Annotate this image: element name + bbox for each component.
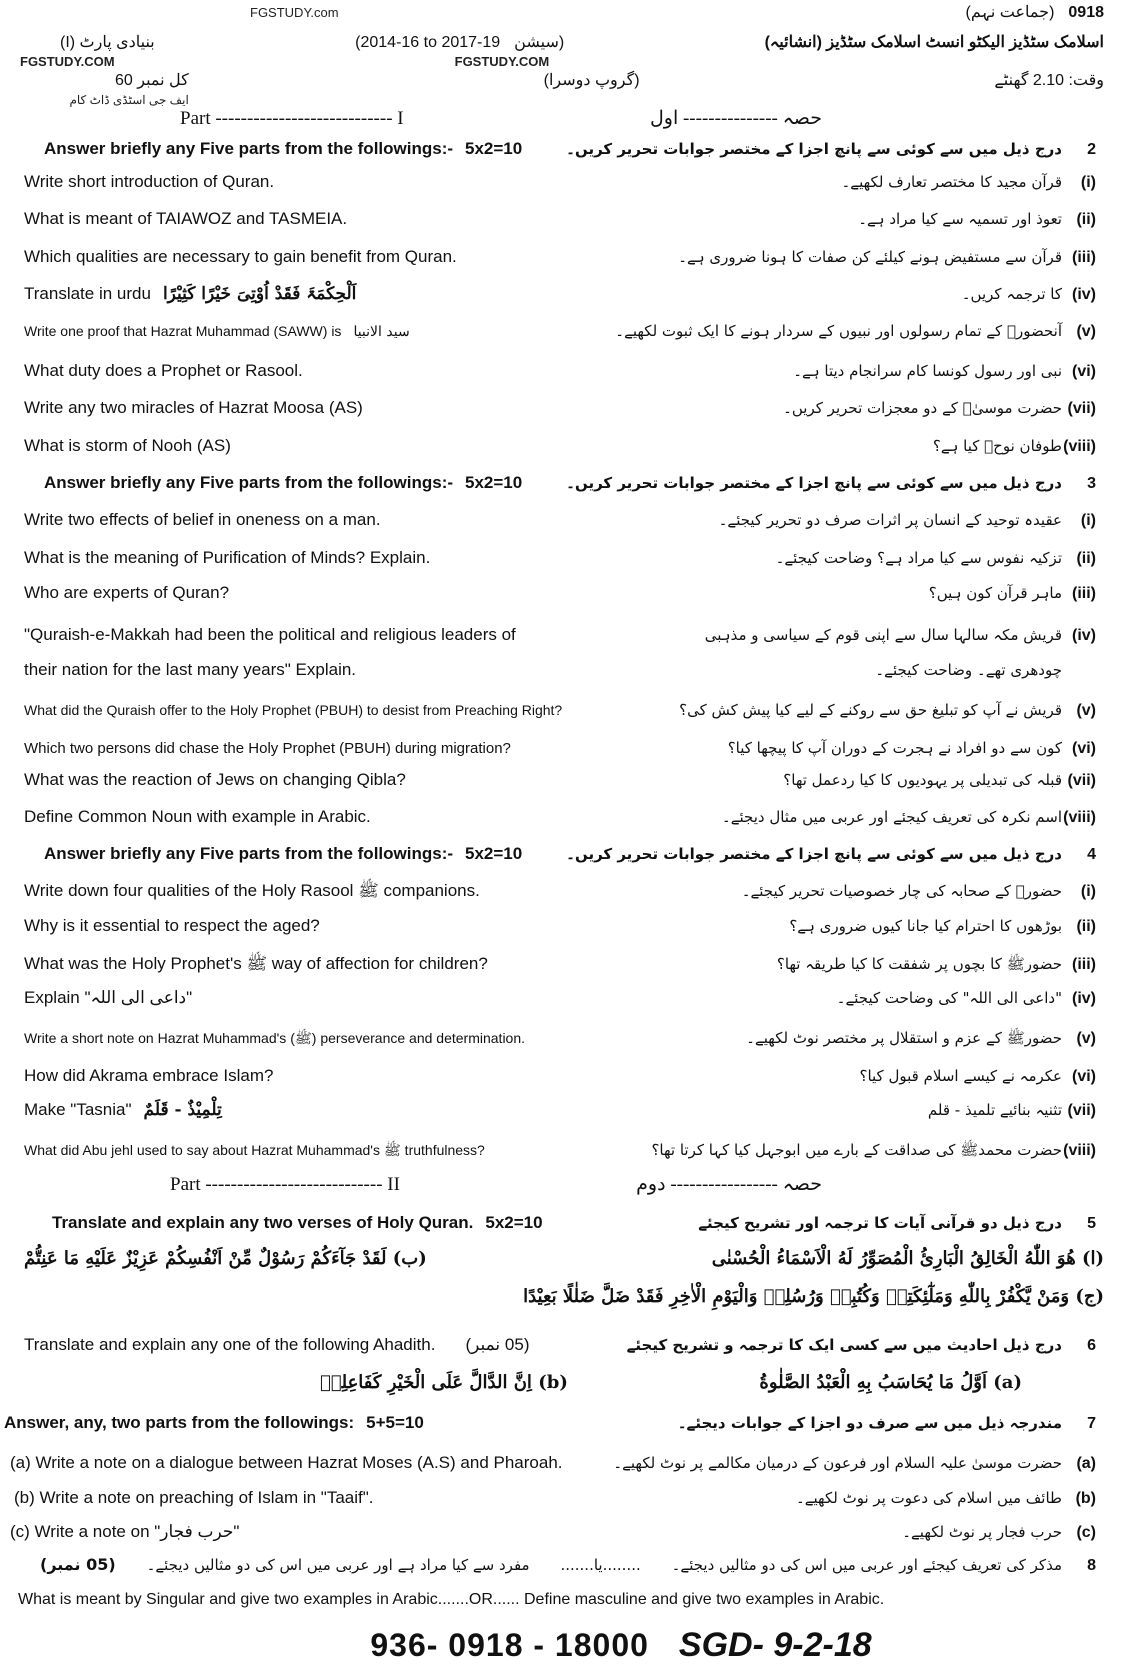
question-text: (c) Write a note on "حرب فجار" [10,1522,240,1541]
question-text-urdu: چودھری تھے۔ وضاحت کیجئے۔ [875,661,1062,679]
question-5-header [0,1212,1122,1248]
question-text-urdu: (v)آنحضورؐ کے تمام رسولوں اور نبیوں کے سردار ہونے کا ایک ثبوت لکھیے۔ [615,322,1096,340]
group-label: (گروپ دوسرا) [543,72,640,89]
part-1-heading-urdu: حصہ --------------- اول [649,108,822,129]
question-item [0,1065,1122,1099]
verses-row [0,1248,1122,1286]
watermark: FGSTUDY.COM [20,54,115,69]
instruction-urdu: 2درج ذیل میں سے کوئی سے پانچ اجزا کے مختصر جوابات تحریر کریں۔ [566,140,1096,158]
session-group [355,32,564,54]
question-item [0,953,1122,987]
or-separator: ........یا....... [560,1556,641,1574]
question-text: Write a short note on Hazrat Muhammad's (ﷺ) perseverance and determination. [24,1030,526,1046]
question-text: Write down four qualities of the Holy Rasool ﷺ companions. [24,881,480,900]
question-8-urdu [0,1554,1122,1589]
instruction: Answer briefly any Five parts from the followings:- 5x2=10 [44,473,523,492]
question-item [0,1099,1122,1139]
question-text: Translate in urdu اَلْحِکْمَۃَ فَقَدْ اُوْتِیَ خَیْرًا کَثِیْرًا [24,284,357,304]
question-text: Explain "داعی الی اللہ" [24,988,193,1007]
question-text: Make "Tasnia" تِلْمِیْذٌ - قَلَمٌ [24,1100,222,1120]
question-item [0,509,1122,547]
footer [0,1626,1122,1665]
question-text-urdu: مفرد سے کیا مراد ہے اور عربی میں اس کی دو مثالیں دیجئے۔ [146,1556,530,1574]
instruction: Answer briefly any Five parts from the followings:- 5x2=10 [44,139,523,158]
ahadith-row [0,1372,1122,1412]
question-text-urdu: (vii)حضرت موسیٰؑ کے دو معجزات تحریر کریں۔ [783,399,1096,417]
question-text: What did Abu jehl used to say about Hazrat Muhammad's ﷺ truthfulness? [24,1142,485,1158]
arabic-text: سید الانبیا [353,324,410,340]
header-row-1 [0,2,1122,32]
part-2-heading-urdu: حصہ ----------------- دوم [636,1174,822,1195]
question-item [0,246,1122,283]
question-text: (b) Write a note on preaching of Islam in "Taaif". [14,1488,374,1507]
question-text: "Quraish-e-Makkah had been the political and religious leaders of [24,625,516,644]
question-8-english [0,1589,1122,1626]
instruction-urdu: 5درج ذیل دو قرآنی آیات کا ترجمہ اور تشریح کیجئے [698,1214,1096,1232]
hadith-b: (b) اِنَّ الدَّالَّ عَلَی الْخَیْرِ کَفَاعِلِهٖ [320,1372,568,1393]
question-item [0,1487,1122,1521]
question-text-urdu: (vii)تثنیہ بنائیے تلمیذ - قلم [927,1101,1096,1119]
question-text: Define Common Noun with example in Arabic. [24,807,371,826]
question-text: What is meant of TAIAWOZ and TASMEIA. [24,209,348,228]
question-item [0,547,1122,582]
question-text: their nation for the last many years" Explain. [24,660,357,679]
question-item [0,397,1122,435]
instruction-urdu: 7مندرجہ ذیل میں سے صرف دو اجزا کے جوابات دیجئے۔ [677,1414,1096,1432]
question-item-continued [0,659,1122,699]
marks: 5x2=10 [485,1213,543,1232]
instruction: Answer briefly any Five parts from the followings:- 5x2=10 [44,844,523,863]
question-text: What duty does a Prophet or Rasool. [24,361,303,380]
session-label: (سیشن [514,34,565,51]
question-text-urdu: (a)حضرت موسیٰ علیہ السلام اور فرعون کے درمیان مکالمے پر نوٹ لکھیے۔ [613,1454,1096,1472]
question-text: Write two effects of belief in oneness on a man. [24,510,381,529]
question-3-header [0,472,1122,509]
question-text: What did the Quraish offer to the Holy Prophet (PBUH) to desist from Preaching Right? [24,702,563,718]
verses-row [0,1286,1122,1334]
arabic-text: تِلْمِیْذٌ - قَلَمٌ [143,1100,222,1120]
part-2-heading: Part ---------------------------- II [170,1174,400,1195]
question-text-urdu: (v)حضورﷺ کے عزم و استقلال پر مختصر نوٹ لکھیے۔ [746,1029,1096,1047]
question-text-urdu: (iv)کا ترجمہ کریں۔ [961,285,1096,303]
question-2-header [0,138,1122,171]
question-text: (a) Write a note on a dialogue between Hazrat Moses (A.S) and Pharoah. [10,1453,563,1472]
question-text-urdu: (viii)طوفان نوحؑ کیا ہے؟ [932,437,1096,455]
header-row-3 [0,54,1122,70]
header-row-2 [0,32,1122,54]
question-text-urdu: (i)قرآن مجید کا مختصر تعارف لکھیے۔ [841,173,1096,191]
marks: 5x2=10 [465,844,523,863]
question-item [0,283,1122,320]
class-label: (جماعت نہم) [965,4,1055,21]
question-item [0,320,1122,360]
question-4-header [0,843,1122,880]
question-item [0,915,1122,953]
question-text: Write any two miracles of Hazrat Moosa (AS) [24,398,363,417]
verse-b: (ب) لَقَدْ جَآءَکُمْ رَسُوْلٌ مِّنْ اَنْفُسِکُمْ عَزِیْزٌ عَلَیْهِ مَا عَنِتُّمْ [24,1248,427,1269]
instruction: Translate and explain any two verses of Holy Quran. 5x2=10 [52,1213,543,1232]
question-item [0,360,1122,397]
paper-code: 0918 [1068,4,1104,21]
question-text: What is meant by Singular and give two examples in Arabic.......OR...... Define masculine and give two examples in Arabic. [18,1591,885,1608]
question-item [0,737,1122,769]
question-text-urdu: (viii)حضرت محمدﷺ کی صداقت کے بارے میں ابوجہل کیا کہا کرتا تھا؟ [651,1141,1096,1159]
question-text-urdu: (v)قریش نے آپ کو تبلیغ حق سے روکنے کے لیے کیا پیش کش کی؟ [679,701,1096,719]
question-item [0,699,1122,737]
watermark: FGSTUDY.com [250,5,339,20]
question-text-urdu: (iii)قرآن سے مستفیض ہونے کیلئے کن صفات کا ہونا ضروری ہے۔ [678,248,1096,266]
question-text-urdu: (vi)عکرمہ نے کیسے اسلام قبول کیا؟ [859,1067,1096,1085]
marks: (05 نمبر) [465,1335,530,1354]
instruction: Answer, any, two parts from the followings: 5+5=10 [4,1413,424,1432]
question-text-urdu: (iii)ماہر قرآن کون ہیں؟ [928,584,1096,602]
question-text-urdu: (i)حضورؐ کے صحابہ کی چار خصوصیات تحریر کیجئے۔ [741,882,1096,900]
question-text-urdu: (viii)اسم نکرہ کی تعریف کیجئے اور عربی میں مثال دیجئے۔ [721,808,1096,826]
question-text: What is the meaning of Purification of Minds? Explain. [24,548,431,567]
question-text: Which two persons did chase the Holy Prophet (PBUH) during migration? [24,740,511,757]
question-item [0,880,1122,915]
question-text: What is storm of Nooh (AS) [24,436,231,455]
question-text-urdu: (b)طائف میں اسلام کی دعوت پر نوٹ لکھیے۔ [795,1489,1096,1507]
verse-a: (ا) هُوَ اللّٰهُ الْخَالِقُ الْبَارِئُ الْمُصَوِّرُ لَهُ الْاَسْمَاءُ الْحُسْنٰی [711,1248,1104,1269]
instruction-urdu: 6درج ذیل احادیث میں سے کسی ایک کا ترجمہ و تشریح کیجئے [626,1336,1096,1354]
total-marks: کل نمبر 60 [115,72,189,89]
session: (2014-16 to 2017-19 [355,34,501,51]
instruction-urdu: 3درج ذیل میں سے کوئی سے پانچ اجزا کے مختصر جوابات تحریر کریں۔ [566,474,1096,492]
watermark: FGSTUDY.COM [454,54,550,69]
question-item [0,208,1122,246]
part-1-heading: Part ---------------------------- I [180,108,404,129]
question-text: Why is it essential to respect the aged? [24,916,320,935]
marks: (05 نمبر) [40,1555,116,1574]
subject-title: اسلامک سٹڈیز الیکٹو انسٹ اسلامک سٹڈیز (انشائیہ) [764,34,1104,51]
question-item [0,171,1122,208]
question-item [0,582,1122,624]
question-text-urdu: (vii)قبلہ کی تبدیلی پر یہودیوں کا کیا ردعمل تھا؟ [783,771,1096,789]
instruction-urdu: 4درج ذیل میں سے کوئی سے پانچ اجزا کے مختصر جوابات تحریر کریں۔ [566,845,1096,863]
instruction: Translate and explain any one of the following Ahadith. (05 نمبر) [24,1335,530,1354]
part-label: بنیادی پارٹ (I) [60,34,155,51]
question-item [0,806,1122,843]
question-text: How did Akrama embrace Islam? [24,1066,274,1085]
class-code-group [966,2,1104,24]
arabic-text: اَلْحِکْمَۃَ فَقَدْ اُوْتِیَ خَیْرًا کَثِیْرًا [162,284,357,304]
question-text-urdu: (vi)نبی اور رسول کونسا کام سرانجام دیتا ہے۔ [793,362,1096,380]
header-row-4 [0,70,1122,108]
question-text-urdu: 8مذکر کی تعریف کیجئے اور عربی میں اس کی دو مثالیں دیجئے۔ [671,1556,1096,1574]
question-item [0,624,1122,659]
question-text: What was the reaction of Jews on changing Qibla? [24,770,406,789]
marks: 5x2=10 [465,473,523,492]
question-item [0,435,1122,472]
question-text: Write one proof that Hazrat Muhammad (SAWW) is سید الانبیا [24,323,410,340]
question-text-urdu: (c)حرب فجار پر نوٹ لکھیے۔ [902,1523,1096,1541]
question-text-urdu: (iv)قریش مکہ سالہا سال سے اپنی قوم کے سیاسی و مذہبی [704,626,1096,644]
question-6-header [0,1334,1122,1372]
question-item [0,1027,1122,1065]
marks-block [15,70,189,108]
question-item [0,987,1122,1027]
marks: 5+5=10 [366,1413,424,1432]
question-text-urdu: (iv)"داعی الی اللہ" کی وضاحت کیجئے۔ [836,989,1096,1007]
question-text: What was the Holy Prophet's ﷺ way of affection for children? [24,954,488,973]
question-7-header [0,1412,1122,1452]
question-text-urdu: (iii)حضورﷺ کا بچوں پر شفقت کا کیا طریقہ تھا؟ [776,955,1096,973]
part-2-row [0,1174,1122,1212]
time-allowed: وقت: 2.10 گھنٹے [994,72,1104,89]
question-text: Write short introduction of Quran. [24,172,275,191]
watermark: ایف جی اسٹڈی ڈاٹ کام [69,93,189,107]
question-text-urdu: (ii)بوڑھوں کا احترام کیا جانا کیوں ضروری ہے؟ [789,917,1096,935]
question-item [0,1521,1122,1554]
question-text-urdu: (i)عقیدہ توحید کے انسان پر اثرات صرف دو تحریر کیجئے۔ [718,511,1096,529]
question-text-urdu: (ii)تعوذ اور تسمیہ سے کیا مراد ہے۔ [858,210,1096,228]
question-item [0,769,1122,806]
question-item [0,1139,1122,1174]
question-text-urdu: (ii)تزکیہ نفوس سے کیا مراد ہے؟ وضاحت کیجئے۔ [775,549,1096,567]
handwritten-stamp: SGD- 9-2-18 [678,1626,872,1664]
header-row-5 [0,108,1122,138]
question-item [0,1452,1122,1487]
question-text-urdu: (vi)کون سے دو افراد نے ہجرت کے دوران آپ کا پیچھا کیا؟ [727,739,1096,757]
question-text: Which qualities are necessary to gain benefit from Quran. [24,247,457,266]
hadith-a: (a) اَوَّلُ مَا یُحَاسَبُ بِهِ الْعَبْدُ الصَّلٰوةُ [759,1372,1022,1393]
verse-c: (ج) وَمَنْ یَّکْفُرْ بِاللّٰهِ وَمَلٰٓئِکَتِهٖ وَکُتُبِهٖ وَرُسُلِهٖ وَالْیَوْمِ الْاٰخِرِ فَقَدْ ضَلَّ ضَلٰلًا بَعِیْدًا [523,1286,1104,1307]
marks: 5x2=10 [465,139,523,158]
paper-serial-code: 936- 0918 - 18000 [370,1627,649,1663]
question-text: Who are experts of Quran? [24,583,230,602]
